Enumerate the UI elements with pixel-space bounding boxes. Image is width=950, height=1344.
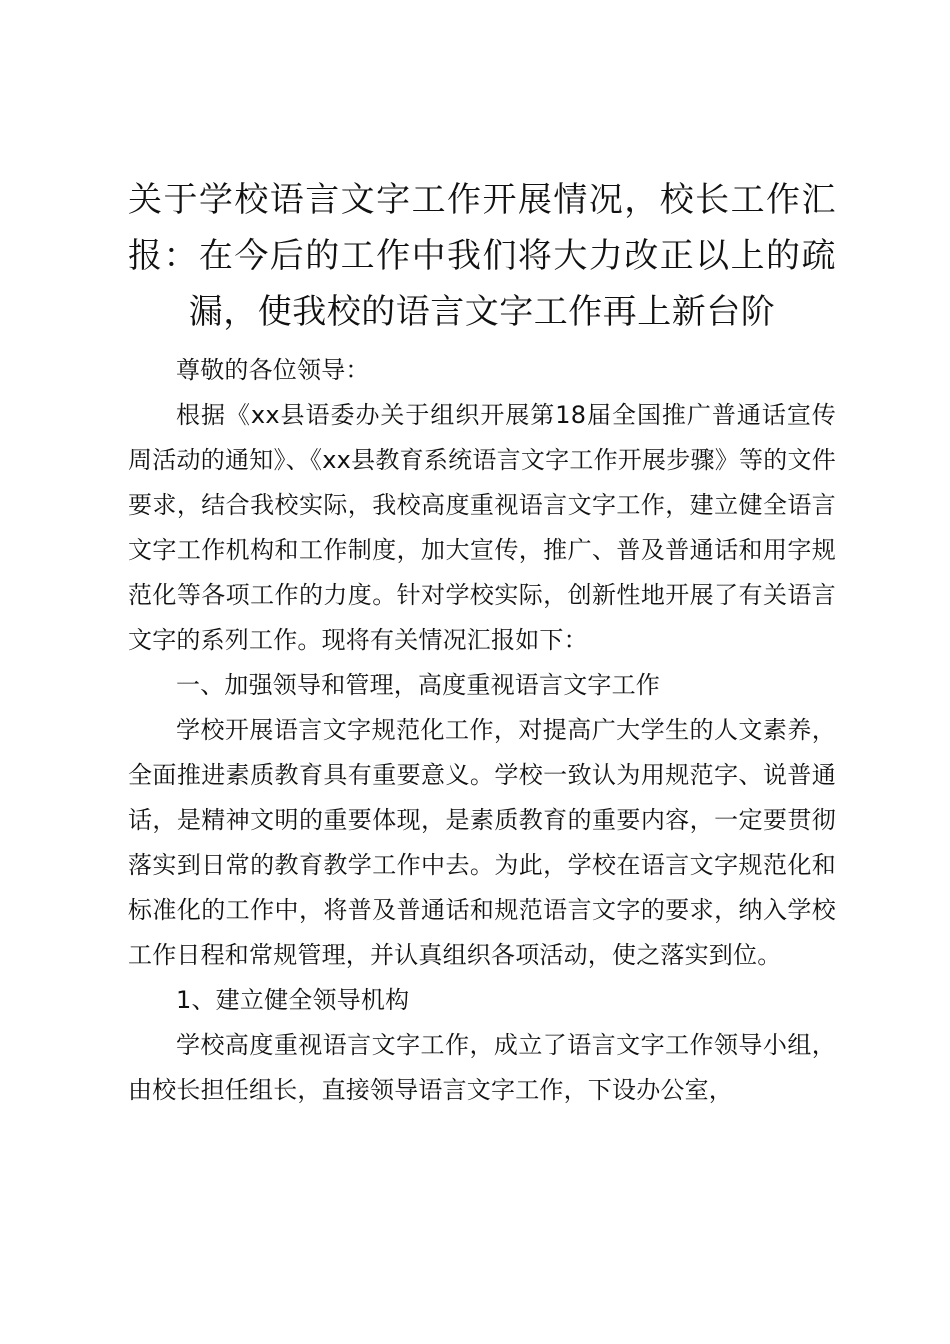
document-title: 关于学校语言文字工作开展情况，校长工作汇报：在今后的工作中我们将大力改正以上的疏漏，使我校的语言文字工作再上新台阶 (128, 180, 836, 332)
subsection-heading-1: 1、建立健全领导机构 (176, 986, 410, 1014)
section-heading-1: 一、加强领导和管理，高度重视语言文字工作 (176, 671, 660, 699)
salutation: 尊敬的各位领导： (176, 356, 370, 384)
body-paragraph-3: 学校高度重视语言文字工作，成立了语言文字工作领导小组，由校长担任组长，直接领导语言文字工作，下设办公室， (128, 1031, 836, 1104)
document-content (128, 172, 836, 1113)
body-paragraph-2: 学校开展语言文字规范化工作，对提高广大学生的人文素养，全面推进素质教育具有重要意义。学校一致认为用规范字、说普通话，是精神文明的重要体现，是素质教育的重要内容，一定要贯彻落实到日常的教育教学工作中去。为此，学校在语言文字规范化和标准化的工作中，将普及普通话和规范语言文字的要求，纳入学校工作日程和常规管理，并认真组织各项活动，使之落实到位。 (128, 716, 836, 969)
intro-paragraph: 根据《xx县语委办关于组织开展第18届全国推广普通话宣传周活动的通知》、《xx县教育系统语言文字工作开展步骤》等的文件要求，结合我校实际，我校高度重视语言文字工作，建立健全语言文字工作机构和工作制度，加大宣传，推广、普及普通话和用字规范化等各项工作的力度。针对学校实际，创新性地开展了有关语言文字的系列工作。现将有关情况汇报如下： (128, 401, 836, 654)
